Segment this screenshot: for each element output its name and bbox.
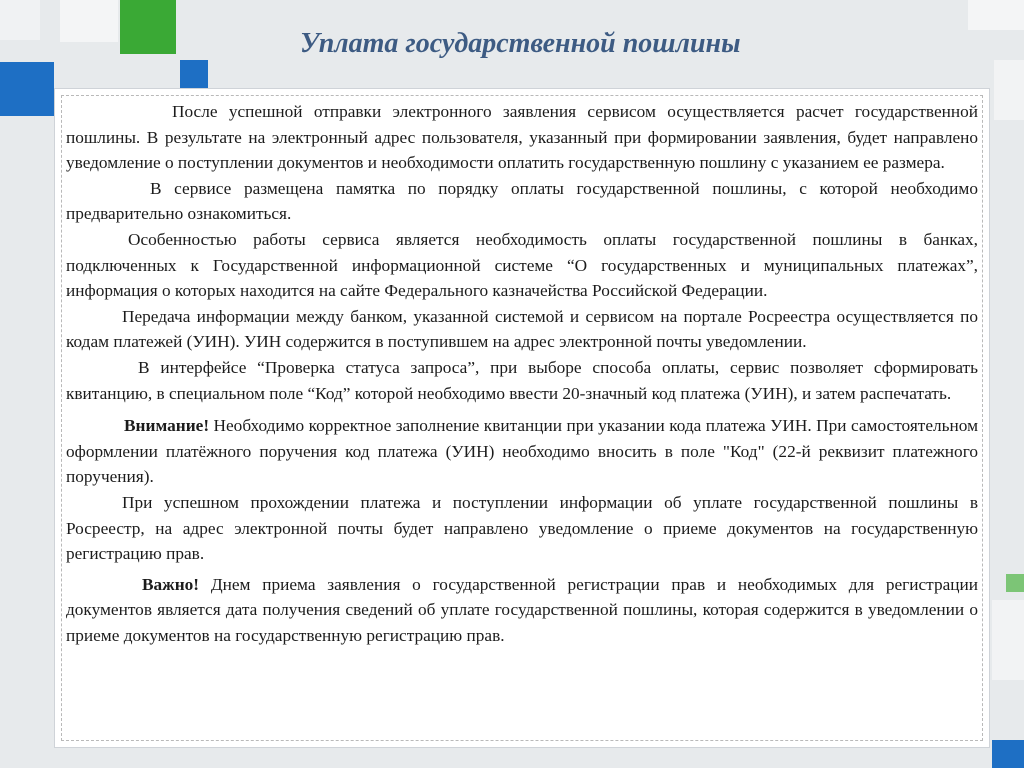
paragraph-memo: В сервисе размещена памятка по порядку оплаты государственной пошлины, с которой необходимо предварительно ознакомиться.	[66, 178, 978, 224]
slide-title: Уплата государственной пошлины	[300, 28, 741, 59]
decor-square-blue-bottom	[992, 740, 1024, 768]
decor-square-blue-left	[0, 62, 54, 116]
paragraph-receipt: В интерфейсе “Проверка статуса запроса”, при выборе способа оплаты, сервис позволяет сформировать квитанцию, в специальном поле “Код” которой необходимо ввести 20-значный код платежа (УИН), и затем распечатать.	[66, 357, 978, 403]
decor-square-green-right	[1006, 574, 1024, 592]
important-label: Важно!	[142, 574, 200, 594]
decor-square-green-large	[120, 0, 176, 54]
paragraph-banks: Особенностью работы сервиса является необходимость оплаты государственной пошлины в банках, подключенных к Государственной информационной системе “О государственных и муниципальных платежах”, информация о которых находится на сайте Федерального казначейства Российской Федерации.	[66, 229, 978, 301]
decor-square-white-left	[0, 0, 40, 40]
decor-square-blue-small	[180, 60, 208, 88]
decor-square-white-top	[60, 0, 118, 42]
text-box	[61, 95, 983, 741]
paragraph-attention	[66, 413, 978, 490]
decor-square-white-right	[968, 0, 1024, 30]
content-panel	[54, 88, 990, 748]
paragraph-payment-success: При успешном прохождении платежа и поступлении информации об уплате государственной пошлины в Росреестр, на адрес электронной почты будет направлено уведомление о приеме документов на государственную регистрацию прав.	[66, 492, 978, 564]
paragraph-important	[66, 572, 978, 649]
decor-square-white-right-3	[992, 600, 1024, 680]
attention-label: Внимание!	[124, 416, 210, 436]
paragraph-calculation: После успешной отправки электронного заявления сервисом осуществляется расчет государственной пошлины. В результате на электронный адрес пользователя, указанный при формировании заявления, будет направлено уведомление о поступлении документов и необходимости оплатить государственную пошлину с указанием ее размера.	[66, 102, 978, 173]
attention-text: Необходимо корректное заполнение квитанции при указании кода платежа УИН. При самостоятельном оформлении платёжного поручения код платежа (УИН) необходимо вносить в поле "Код" (22-й реквизит платежного поручения).	[66, 416, 978, 487]
decor-square-white-right-2	[994, 60, 1024, 120]
important-text: Днем приема заявления о государственной регистрации прав и необходимых для регистрации документов является дата получения сведений об уплате государственной пошлины, которая содержится в уведомлении о приеме документов на государственную регистрацию прав.	[66, 574, 978, 645]
paragraph-uin-transfer: Передача информации между банком, указанной системой и сервисом на портале Росреестра осуществляется по кодам платежей (УИН). УИН содержится в поступившем на адрес электронной почты уведомлении.	[66, 306, 978, 352]
